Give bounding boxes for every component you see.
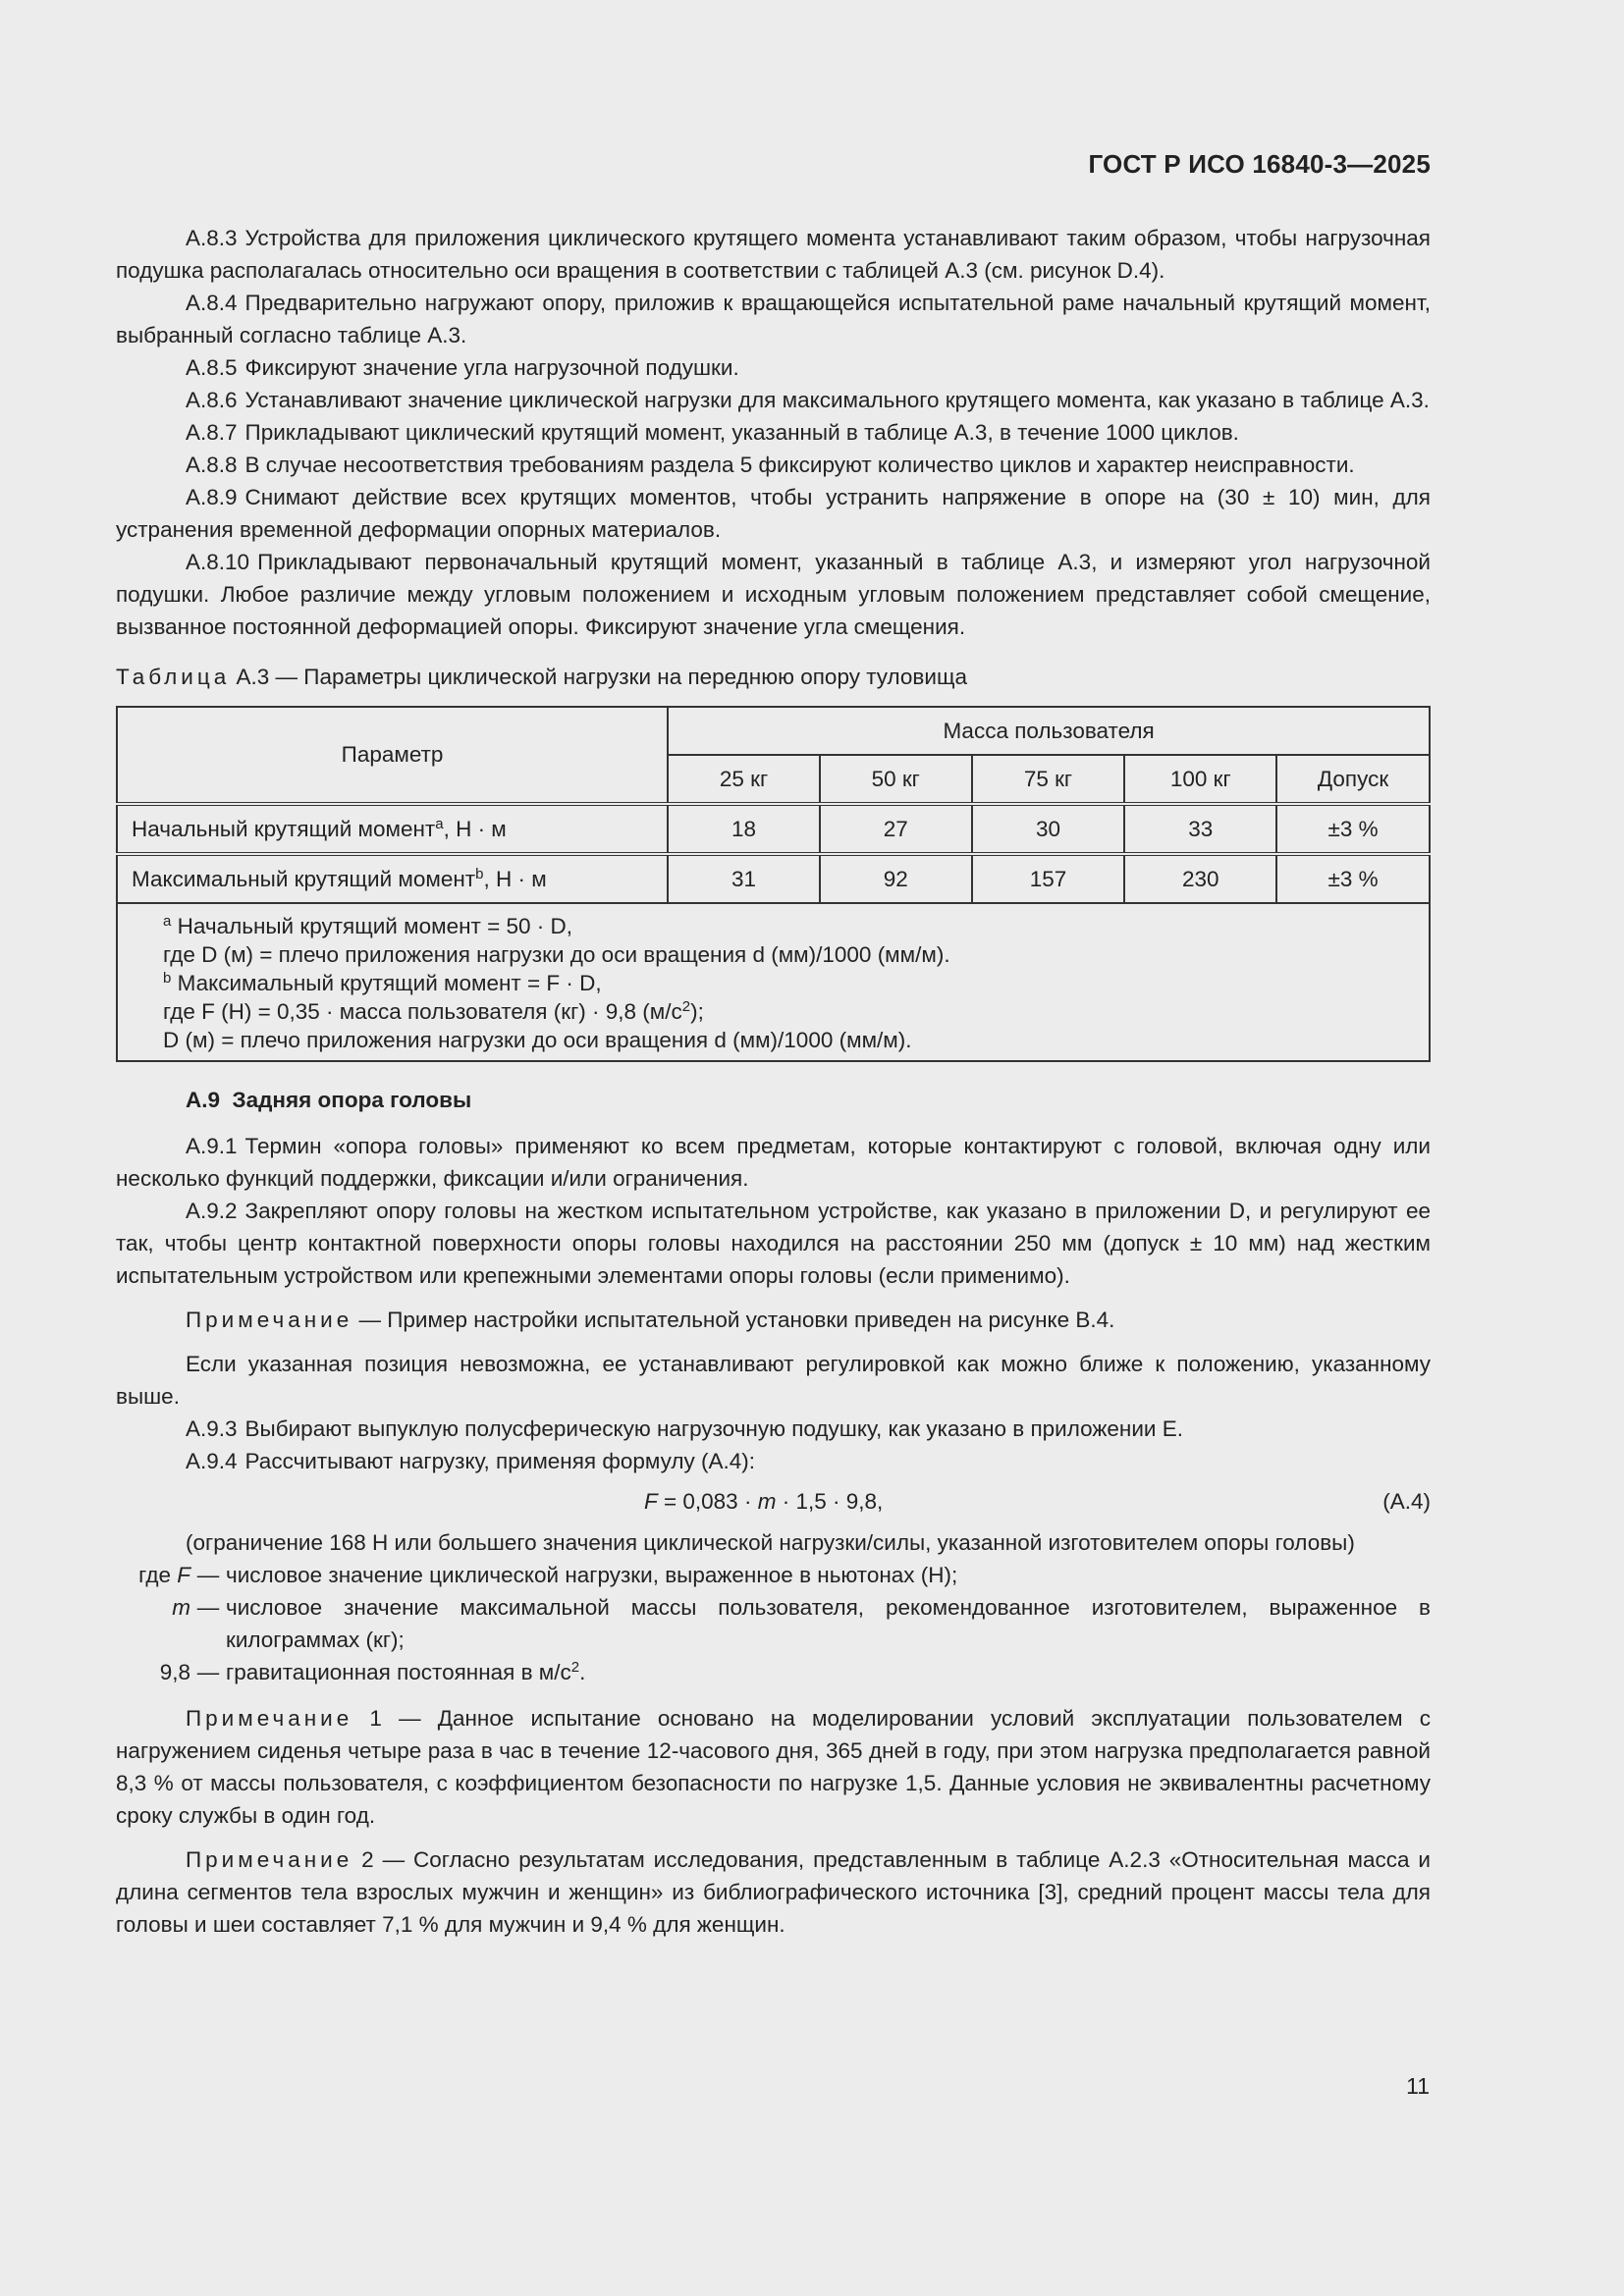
clause-a85 <box>116 351 1431 384</box>
formula-part: · 1,5 · 9,8, <box>776 1489 884 1514</box>
row-label-text: Начальный крутящий момент <box>132 816 436 841</box>
definition-symbol: F <box>177 1563 190 1587</box>
definition-f <box>116 1559 1431 1591</box>
definition-text: числовое значение максимальной массы пользователя, рекомендованное изготовителем, выраженное в килограммах (кг); <box>226 1595 1431 1652</box>
note-test-setup <box>116 1304 1431 1336</box>
clause-number: А.8.3 <box>186 226 238 250</box>
clause-text: Рассчитывают нагрузку, применяя формулу (А.4): <box>244 1449 756 1473</box>
header-col-100kg: 100 кг <box>1124 755 1276 804</box>
footnote-a <box>163 912 1429 940</box>
table-cell: 30 <box>972 804 1125 854</box>
table-cell: 230 <box>1124 854 1276 903</box>
formula-number: (А.4) <box>1382 1489 1431 1514</box>
paragraph-position: Если указанная позиция невозможна, ее устанавливают регулировкой как можно ближе к положению, указанному выше. <box>116 1352 1431 1409</box>
row-label <box>117 804 668 854</box>
definition-term <box>116 1591 190 1656</box>
definition-end: . <box>579 1660 586 1684</box>
definition-text <box>226 1656 1431 1688</box>
clause-text: Прикладывают циклический крутящий момент, указанный в таблице А.3, в течение 1000 циклов. <box>244 420 1239 445</box>
definition-prefix: где <box>138 1563 178 1587</box>
superscript: 2 <box>681 998 691 1015</box>
table-row <box>117 804 1430 854</box>
row-unit: , Н · м <box>443 816 507 841</box>
formula-a4 <box>116 1477 1431 1526</box>
table-footnotes <box>117 903 1430 1061</box>
table-cell: 33 <box>1124 804 1276 854</box>
definition-dash: — <box>196 1563 220 1587</box>
footnote-mark: a <box>163 913 172 930</box>
clause-number: А.8.6 <box>186 388 238 412</box>
footnote-text: где F (Н) = 0,35 · масса пользователя (кг) · 9,8 (м/с <box>163 999 682 1024</box>
clause-number: А.8.9 <box>186 485 238 509</box>
table-cell: 27 <box>820 804 972 854</box>
table-caption <box>116 663 1431 692</box>
header-col-75kg: 75 кг <box>972 755 1125 804</box>
parameters-table <box>116 706 1431 1062</box>
definition-term: 9,8 <box>159 1660 190 1684</box>
table-cell: 31 <box>668 854 820 903</box>
note-text: — Пример настройки испытательной установки приведен на рисунке В.4. <box>358 1308 1115 1332</box>
page-number: 11 <box>1406 2073 1430 2099</box>
clause-number: А.8.10 <box>186 550 250 574</box>
clause-number: А.9.1 <box>186 1134 238 1158</box>
header-col-tolerance: Допуск <box>1276 755 1430 804</box>
table-title: А.3 — Параметры циклической нагрузки на переднюю опору туловища <box>236 665 967 689</box>
formula-expression <box>644 1477 883 1526</box>
clause-number: А.9.4 <box>186 1449 238 1473</box>
clause-a88 <box>116 449 1431 481</box>
formula-var-m: m <box>757 1489 777 1514</box>
page-content <box>116 222 1431 1952</box>
clause-a84 <box>116 287 1431 351</box>
row-label <box>117 854 668 903</box>
definition-g <box>116 1656 1431 1688</box>
clause-a87 <box>116 416 1431 449</box>
document-header: ГОСТ Р ИСО 16840-3—2025 <box>1088 149 1431 179</box>
clause-text: Термин «опора головы» применяют ко всем предметам, которые контактируют с головой, включая одну или несколько функций поддержки, фиксации и/или ограничения. <box>116 1134 1431 1191</box>
clause-number: А.8.8 <box>186 453 238 477</box>
clause-number: А.8.5 <box>186 355 238 380</box>
definitions-list <box>116 1559 1431 1688</box>
footnote-b-line3: D (м) = плечо приложения нагрузки до оси вращения d (мм)/1000 (мм/м). <box>163 1028 912 1052</box>
clause-a92 <box>116 1195 1431 1292</box>
footnote-b-line2 <box>163 997 1429 1026</box>
footnote-text: ); <box>690 999 704 1024</box>
clause-number: А.9.3 <box>186 1416 238 1441</box>
row-label-text: Максимальный крутящий момент <box>132 866 476 891</box>
formula-part: = 0,083 · <box>657 1489 758 1514</box>
clause-number: А.9.2 <box>186 1199 238 1223</box>
clause-a93 <box>116 1413 1431 1445</box>
clause-text: Предварительно нагружают опору, приложив к вращающейся испытательной раме начальный крутящий момент, выбранный согласно таблице А.3. <box>116 291 1431 347</box>
definition-text: числовое значение циклической нагрузки, выраженное в ньютонах (Н); <box>226 1563 958 1587</box>
clause-text: В случае несоответствия требованиям раздела 5 фиксируют количество циклов и характер неисправности. <box>244 453 1355 477</box>
clause-a83 <box>116 222 1431 287</box>
footnote-a-line2: где D (м) = плечо приложения нагрузки до оси вращения d (мм)/1000 (мм/м). <box>163 942 950 967</box>
superscript: 2 <box>570 1659 580 1676</box>
definition-symbol: m <box>172 1595 190 1620</box>
table-cell: 18 <box>668 804 820 854</box>
clause-a94 <box>116 1445 1431 1477</box>
table-row <box>117 854 1430 903</box>
clause-text: Устройства для приложения циклического крутящего момента устанавливают таким образом, чтобы нагрузочная подушка располагалась относительно оси вращения в соответствии с таблицей А.3 (см. рисунок D.4). <box>116 226 1431 283</box>
footnote-ref: a <box>435 815 444 832</box>
table-cell: 157 <box>972 854 1125 903</box>
note-text: — Данное испытание основано на моделировании условий эксплуатации пользователем с нагружением сиденья четыре раза в час в течение 12-часового дня, 365 дней в году, при этом нагрузка предполагается равной 8,3 % от массы пользователя, с коэффициентом безопасности по нагрузке 1,5. Данные условия не эквивалентны расчетному сроку службы в один год. <box>116 1706 1431 1828</box>
note-label: Примечание <box>186 1706 353 1731</box>
footnote-text: Максимальный крутящий момент = F · D, <box>177 971 602 995</box>
paragraph-limit: (ограничение 168 Н или большего значения циклической нагрузки/силы, указанной изготовителем опоры головы) <box>186 1530 1355 1555</box>
clause-number: А.8.4 <box>186 291 238 315</box>
header-col-25kg: 25 кг <box>668 755 820 804</box>
footnote-b <box>163 969 1429 997</box>
clause-number: А.8.7 <box>186 420 238 445</box>
clause-text: Фиксируют значение угла нагрузочной подушки. <box>244 355 739 380</box>
definition-dash: — <box>196 1595 220 1620</box>
row-unit: , Н · м <box>483 866 547 891</box>
clause-a91 <box>116 1130 1431 1195</box>
note-1 <box>116 1702 1431 1832</box>
definition-dash: — <box>196 1660 220 1684</box>
note-label: Примечание <box>186 1847 353 1872</box>
footnote-mark: b <box>163 970 172 987</box>
clause-text: Снимают действие всех крутящих моментов, чтобы устранить напряжение в опоре на (30 ± 10) мин, для устранения временной деформации опорных материалов. <box>116 485 1431 542</box>
table-cell: ±3 % <box>1276 804 1430 854</box>
section-number: А.9 <box>186 1088 221 1112</box>
clause-text: Выбирают выпуклую полусферическую нагрузочную подушку, как указано в приложении E. <box>244 1416 1184 1441</box>
note-label: Примечание <box>186 1308 353 1332</box>
section-title: Задняя опора головы <box>232 1088 472 1112</box>
clause-a810 <box>116 546 1431 643</box>
footnote-text: Начальный крутящий момент = 50 · D, <box>177 914 572 938</box>
definition-m <box>116 1591 1431 1656</box>
clause-text: Устанавливают значение циклической нагрузки для максимального крутящего момента, как указано в таблице А.3. <box>244 388 1430 412</box>
table-cell: ±3 % <box>1276 854 1430 903</box>
header-parameter: Параметр <box>117 707 668 804</box>
header-user-mass: Масса пользователя <box>668 707 1430 755</box>
header-col-50kg: 50 кг <box>820 755 972 804</box>
footnote-ref: b <box>475 865 484 882</box>
clause-text: Прикладывают первоначальный крутящий момент, указанный в таблице А.3, и измеряют угол нагрузочной подушки. Любое различие между угловым положением и исходным угловым положением представляет собой смещение, вызванное постоянной деформацией опоры. Фиксируют значение угла смещения. <box>116 550 1431 639</box>
definition-desc: гравитационная постоянная в м/с <box>226 1660 571 1684</box>
table-label: Таблица <box>116 665 231 689</box>
note-number: 2 <box>361 1847 374 1872</box>
clause-a86 <box>116 384 1431 416</box>
note-text: — Согласно результатам исследования, представленным в таблице А.2.3 «Относительная масса и длина сегментов тела взрослых мужчин и женщин» из библиографического источника [3], средний процент массы тела для головы и шеи составляет 7,1 % для мужчин и 9,4 % для женщин. <box>116 1847 1431 1937</box>
clause-a89 <box>116 481 1431 546</box>
note-2 <box>116 1843 1431 1941</box>
clause-text: Закрепляют опору головы на жестком испытательном устройстве, как указано в приложении D, и регулируют ее так, чтобы центр контактной поверхности опоры головы находился на расстоянии 250 мм (допуск ± 10 мм) над жестким испытательным устройством или крепежными элементами опоры головы (если применимо). <box>116 1199 1431 1288</box>
table-cell: 92 <box>820 854 972 903</box>
definition-term <box>116 1559 190 1591</box>
formula-var-f: F <box>644 1489 658 1514</box>
section-heading <box>186 1084 1431 1116</box>
note-number: 1 <box>369 1706 382 1731</box>
